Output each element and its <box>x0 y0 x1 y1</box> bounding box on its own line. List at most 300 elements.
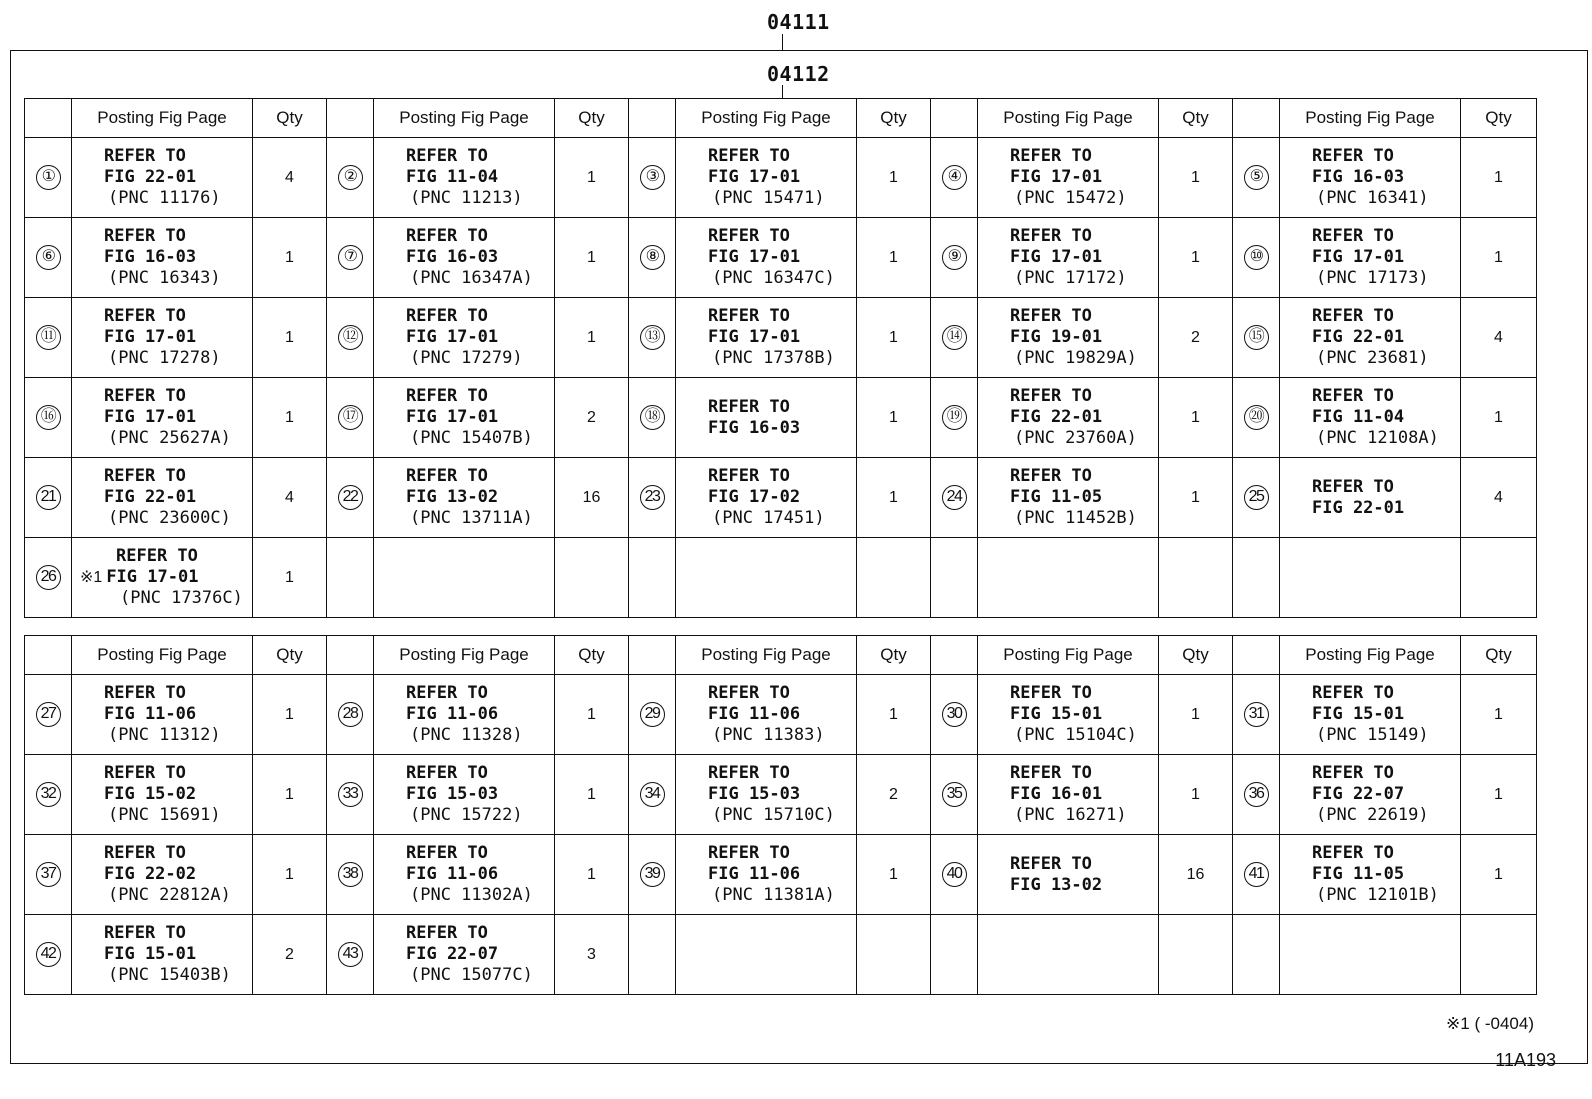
header-blank <box>629 636 676 675</box>
item-number-cell <box>629 915 676 995</box>
refer-to-label: REFER TO <box>708 843 790 863</box>
refer-to-label: REFER TO <box>708 226 790 246</box>
item-number: 27 <box>36 702 61 727</box>
posting-fig-cell <box>978 138 1159 218</box>
refer-to-label: REFER TO <box>708 306 790 326</box>
pnc-number: (PNC 11176) <box>108 188 221 208</box>
qty-cell: 1 <box>1461 378 1537 458</box>
fig-reference: FIG 16-03 <box>1312 167 1405 187</box>
item-number-cell <box>25 218 72 298</box>
refer-to-label: REFER TO <box>1010 386 1092 406</box>
fig-reference: FIG 11-05 <box>1312 864 1405 884</box>
refer-to-label: REFER TO <box>1010 763 1092 783</box>
header-posting-fig-page: Posting Fig Page <box>374 636 555 675</box>
qty-cell: 1 <box>1159 675 1233 755</box>
header-blank <box>25 636 72 675</box>
qty-cell: 1 <box>253 675 327 755</box>
fig-reference: FIG 22-07 <box>406 944 499 964</box>
pnc-number: (PNC 12108A) <box>1316 428 1439 448</box>
qty-cell: 1 <box>1159 378 1233 458</box>
qty-cell: 2 <box>555 378 629 458</box>
qty-cell <box>1461 915 1537 995</box>
qty-cell: 1 <box>253 218 327 298</box>
posting-fig-cell <box>374 915 555 995</box>
header-blank <box>25 99 72 138</box>
posting-fig-cell <box>72 458 253 538</box>
qty-cell: 1 <box>253 835 327 915</box>
pnc-number: (PNC 11213) <box>410 188 523 208</box>
pnc-number: (PNC 23600C) <box>108 508 231 528</box>
item-number: 24 <box>942 485 967 510</box>
pnc-number: (PNC 11312) <box>108 725 221 745</box>
qty-cell: 1 <box>857 138 931 218</box>
posting-fig-cell <box>676 835 857 915</box>
refer-to-label: REFER TO <box>104 683 186 703</box>
fig-reference: FIG 17-01 <box>104 407 197 427</box>
qty-cell: 1 <box>253 378 327 458</box>
refer-to-label: REFER TO <box>1312 306 1394 326</box>
posting-fig-cell <box>1280 458 1461 538</box>
header-blank <box>931 99 978 138</box>
fig-reference: FIG 17-01 <box>708 167 801 187</box>
fig-reference: FIG 11-06 <box>708 864 801 884</box>
item-number-cell <box>629 218 676 298</box>
pnc-number: (PNC 15077C) <box>410 965 533 985</box>
header-qty: Qty <box>857 99 931 138</box>
item-number-cell <box>629 458 676 538</box>
fig-reference: FIG 17-02 <box>708 487 801 507</box>
header-posting-fig-page: Posting Fig Page <box>1280 99 1461 138</box>
fig-reference: FIG 11-04 <box>406 167 499 187</box>
item-number-cell <box>1233 835 1280 915</box>
item-number: 33 <box>338 782 363 807</box>
item-number-cell <box>1233 298 1280 378</box>
posting-fig-cell <box>676 538 857 618</box>
item-number: ⑨ <box>942 245 967 270</box>
fig-reference: FIG 13-02 <box>1010 874 1103 895</box>
item-number: 38 <box>338 862 363 887</box>
refer-to-label: REFER TO <box>406 466 488 486</box>
posting-fig-cell <box>676 755 857 835</box>
item-number-cell <box>931 915 978 995</box>
posting-fig-cell <box>676 675 857 755</box>
fig-reference: FIG 22-01 <box>1312 497 1405 518</box>
item-number: 32 <box>36 782 61 807</box>
item-number: 21 <box>36 485 61 510</box>
refer-to-label: REFER TO <box>708 396 790 417</box>
pnc-number: (PNC 15471) <box>712 188 825 208</box>
fig-reference: FIG 11-06 <box>708 704 801 724</box>
leader-line <box>782 34 783 50</box>
item-number-cell <box>327 298 374 378</box>
item-number: 39 <box>640 862 665 887</box>
header-posting-fig-page: Posting Fig Page <box>1280 636 1461 675</box>
pnc-number: (PNC 17451) <box>712 508 825 528</box>
qty-cell: 4 <box>253 458 327 538</box>
item-number-cell <box>25 675 72 755</box>
item-number: ⑥ <box>36 245 61 270</box>
item-number-cell <box>1233 458 1280 538</box>
posting-fig-cell <box>374 538 555 618</box>
refer-to-label: REFER TO <box>104 923 186 943</box>
header-blank <box>931 636 978 675</box>
header-blank <box>1233 636 1280 675</box>
fig-reference: FIG 17-01 <box>406 327 499 347</box>
refer-to-label: REFER TO <box>708 683 790 703</box>
pnc-number: (PNC 15472) <box>1014 188 1127 208</box>
header-qty: Qty <box>857 636 931 675</box>
table-row <box>25 755 1537 835</box>
item-number: 30 <box>942 702 967 727</box>
pnc-number: (PNC 17376C) <box>120 588 243 608</box>
item-number-cell <box>629 298 676 378</box>
fig-reference: FIG 16-01 <box>1010 784 1103 804</box>
refer-to-label: REFER TO <box>1010 306 1092 326</box>
fig-reference: FIG 22-01 <box>104 487 197 507</box>
item-number: 29 <box>640 702 665 727</box>
item-number-cell <box>931 298 978 378</box>
fig-reference: FIG 15-03 <box>406 784 499 804</box>
header-row <box>25 636 1537 675</box>
item-number: 40 <box>942 862 967 887</box>
item-number: ⑦ <box>338 245 363 270</box>
refer-to-label: REFER TO <box>406 923 488 943</box>
item-number-cell <box>1233 755 1280 835</box>
qty-cell: 3 <box>555 915 629 995</box>
posting-fig-cell <box>978 218 1159 298</box>
refer-to-label: REFER TO <box>1312 683 1394 703</box>
qty-cell: 4 <box>253 138 327 218</box>
item-number: ⑫ <box>338 325 363 350</box>
posting-fig-cell <box>978 755 1159 835</box>
qty-cell <box>857 915 931 995</box>
header-row <box>25 99 1537 138</box>
posting-fig-cell <box>978 538 1159 618</box>
pnc-number: (PNC 23681) <box>1316 348 1429 368</box>
qty-cell: 1 <box>253 755 327 835</box>
refer-to-label: REFER TO <box>104 466 186 486</box>
item-number-cell <box>629 675 676 755</box>
posting-fig-cell <box>1280 218 1461 298</box>
item-number: 41 <box>1244 862 1269 887</box>
item-number: ⑪ <box>36 325 61 350</box>
qty-cell: 1 <box>1461 218 1537 298</box>
qty-cell: 1 <box>555 298 629 378</box>
posting-fig-cell <box>676 298 857 378</box>
header-blank <box>1233 99 1280 138</box>
item-number-cell <box>25 755 72 835</box>
qty-cell: 1 <box>857 378 931 458</box>
item-number: 36 <box>1244 782 1269 807</box>
qty-cell: 2 <box>253 915 327 995</box>
qty-cell <box>1461 538 1537 618</box>
posting-fig-cell <box>72 138 253 218</box>
item-number: ⑬ <box>640 325 665 350</box>
refer-to-label: REFER TO <box>708 466 790 486</box>
posting-fig-cell <box>978 458 1159 538</box>
item-number-cell <box>931 538 978 618</box>
refer-to-label: REFER TO <box>406 683 488 703</box>
item-number: 35 <box>942 782 967 807</box>
fig-reference: FIG 19-01 <box>1010 327 1103 347</box>
refer-to-label: REFER TO <box>116 546 198 566</box>
qty-cell: 1 <box>857 675 931 755</box>
qty-cell: 1 <box>555 675 629 755</box>
fig-reference: FIG 22-02 <box>104 864 197 884</box>
pnc-number: (PNC 15722) <box>410 805 523 825</box>
footnote: ※1 ( -0404) <box>1446 1014 1534 1033</box>
refer-to-label: REFER TO <box>1010 226 1092 246</box>
item-number-cell <box>327 218 374 298</box>
pnc-number: (PNC 16343) <box>108 268 221 288</box>
fig-reference: FIG 15-01 <box>1010 704 1103 724</box>
qty-cell: 1 <box>1159 755 1233 835</box>
pnc-number: (PNC 11383) <box>712 725 825 745</box>
pnc-number: (PNC 17279) <box>410 348 523 368</box>
refer-to-label: REFER TO <box>104 226 186 246</box>
header-posting-fig-page: Posting Fig Page <box>72 99 253 138</box>
item-number: ⑤ <box>1244 165 1269 190</box>
item-number: ⑱ <box>640 405 665 430</box>
posting-fig-cell <box>374 458 555 538</box>
pnc-number: (PNC 15407B) <box>410 428 533 448</box>
header-qty: Qty <box>253 99 327 138</box>
item-number: ⑭ <box>942 325 967 350</box>
fig-reference: FIG 22-01 <box>1010 407 1103 427</box>
posting-fig-cell <box>72 755 253 835</box>
pnc-number: (PNC 16271) <box>1014 805 1127 825</box>
item-number: 37 <box>36 862 61 887</box>
qty-cell: 1 <box>1159 458 1233 538</box>
posting-fig-cell <box>1280 538 1461 618</box>
fig-reference: FIG 17-01 <box>406 407 499 427</box>
pnc-number: (PNC 19829A) <box>1014 348 1137 368</box>
fig-reference: FIG 17-01 <box>104 327 197 347</box>
posting-fig-cell <box>676 218 857 298</box>
fig-reference: FIG 15-02 <box>104 784 197 804</box>
item-number-cell <box>327 915 374 995</box>
refer-to-label: REFER TO <box>104 146 186 166</box>
fig-reference: FIG 17-01 <box>106 567 199 587</box>
refer-to-label: REFER TO <box>1312 476 1394 497</box>
qty-cell: 1 <box>857 298 931 378</box>
item-number-cell <box>25 915 72 995</box>
qty-cell: 1 <box>1461 835 1537 915</box>
pnc-number: (PNC 16347C) <box>712 268 835 288</box>
fig-reference: FIG 17-01 <box>1312 247 1405 267</box>
header-blank <box>629 99 676 138</box>
posting-fig-cell <box>72 538 253 618</box>
fig-reference: FIG 15-01 <box>104 944 197 964</box>
qty-cell: 1 <box>555 835 629 915</box>
item-number-cell <box>931 458 978 538</box>
refer-to-label: REFER TO <box>1010 146 1092 166</box>
pnc-number: (PNC 15104C) <box>1014 725 1137 745</box>
fig-reference: FIG 15-01 <box>1312 704 1405 724</box>
note-mark: ※1 <box>80 569 103 586</box>
posting-fig-cell <box>978 378 1159 458</box>
fig-reference: FIG 11-05 <box>1010 487 1103 507</box>
qty-cell: 1 <box>1461 675 1537 755</box>
item-number-cell <box>931 835 978 915</box>
item-number: 31 <box>1244 702 1269 727</box>
item-number-cell <box>931 138 978 218</box>
item-number-cell <box>25 378 72 458</box>
item-number-cell <box>1233 378 1280 458</box>
fig-reference: FIG 16-03 <box>104 247 197 267</box>
parts-table-2 <box>24 635 1537 995</box>
table-row <box>25 378 1537 458</box>
item-number-cell <box>629 755 676 835</box>
table-row <box>25 138 1537 218</box>
posting-fig-cell <box>1280 915 1461 995</box>
table-row <box>25 835 1537 915</box>
item-number: 25 <box>1244 485 1269 510</box>
qty-cell: 1 <box>857 218 931 298</box>
posting-fig-cell <box>676 458 857 538</box>
header-blank <box>327 99 374 138</box>
qty-cell: 1 <box>1159 218 1233 298</box>
refer-to-label: REFER TO <box>708 146 790 166</box>
item-number: 34 <box>640 782 665 807</box>
fig-reference: FIG 11-06 <box>406 704 499 724</box>
refer-to-label: REFER TO <box>1010 466 1092 486</box>
fig-reference: FIG 11-06 <box>406 864 499 884</box>
item-number: ⑲ <box>942 405 967 430</box>
posting-fig-cell <box>978 915 1159 995</box>
pnc-number: (PNC 17278) <box>108 348 221 368</box>
item-number: 28 <box>338 702 363 727</box>
item-number-cell <box>25 138 72 218</box>
item-number: ④ <box>942 165 967 190</box>
posting-fig-cell <box>374 675 555 755</box>
pnc-number: (PNC 16341) <box>1316 188 1429 208</box>
posting-fig-cell <box>374 755 555 835</box>
posting-fig-cell <box>72 298 253 378</box>
fig-reference: FIG 16-03 <box>406 247 499 267</box>
item-number-cell <box>931 378 978 458</box>
header-qty: Qty <box>1461 636 1537 675</box>
posting-fig-cell <box>1280 835 1461 915</box>
qty-cell <box>857 538 931 618</box>
pnc-number: (PNC 22812A) <box>108 885 231 905</box>
fig-reference: FIG 17-01 <box>1010 247 1103 267</box>
qty-cell: 1 <box>555 755 629 835</box>
item-number-cell <box>327 138 374 218</box>
posting-fig-cell <box>72 218 253 298</box>
item-number-cell <box>327 458 374 538</box>
posting-fig-cell <box>978 835 1159 915</box>
refer-to-label: REFER TO <box>1312 386 1394 406</box>
header-posting-fig-page: Posting Fig Page <box>676 99 857 138</box>
fig-reference: FIG 17-01 <box>1010 167 1103 187</box>
posting-fig-cell <box>676 915 857 995</box>
qty-cell: 4 <box>1461 298 1537 378</box>
posting-fig-cell <box>374 218 555 298</box>
pnc-number: (PNC 15149) <box>1316 725 1429 745</box>
posting-fig-cell <box>1280 138 1461 218</box>
table-row <box>25 538 1537 618</box>
item-number-cell <box>327 378 374 458</box>
qty-cell: 1 <box>253 538 327 618</box>
qty-cell: 4 <box>1461 458 1537 538</box>
fig-reference: FIG 22-01 <box>104 167 197 187</box>
header-posting-fig-page: Posting Fig Page <box>676 636 857 675</box>
item-number-cell <box>931 218 978 298</box>
item-number-cell <box>629 538 676 618</box>
header-posting-fig-page: Posting Fig Page <box>978 99 1159 138</box>
qty-cell <box>1159 538 1233 618</box>
header-qty: Qty <box>555 99 629 138</box>
item-number-cell <box>25 538 72 618</box>
fig-reference: FIG 15-03 <box>708 784 801 804</box>
assembly-label-04111: 04111 <box>767 10 830 34</box>
item-number: 22 <box>338 485 363 510</box>
header-qty: Qty <box>1159 99 1233 138</box>
refer-to-label: REFER TO <box>708 763 790 783</box>
posting-fig-cell <box>72 915 253 995</box>
item-number-cell <box>327 835 374 915</box>
posting-fig-cell <box>374 138 555 218</box>
posting-fig-cell <box>1280 675 1461 755</box>
qty-cell: 16 <box>1159 835 1233 915</box>
pnc-number: (PNC 22619) <box>1316 805 1429 825</box>
leader-line <box>782 85 783 99</box>
item-number-cell <box>1233 675 1280 755</box>
posting-fig-cell <box>72 835 253 915</box>
qty-cell <box>1159 915 1233 995</box>
pnc-number: (PNC 17378B) <box>712 348 835 368</box>
refer-to-label: REFER TO <box>406 226 488 246</box>
refer-to-label: REFER TO <box>1312 146 1394 166</box>
posting-fig-cell <box>1280 755 1461 835</box>
item-number: 43 <box>338 942 363 967</box>
qty-cell: 2 <box>857 755 931 835</box>
posting-fig-cell <box>676 138 857 218</box>
item-number: ⑯ <box>36 405 61 430</box>
header-qty: Qty <box>253 636 327 675</box>
posting-fig-cell <box>374 298 555 378</box>
posting-fig-cell <box>978 298 1159 378</box>
item-number: ② <box>338 165 363 190</box>
refer-to-label: REFER TO <box>406 843 488 863</box>
assembly-label-04112: 04112 <box>767 62 830 86</box>
table-row <box>25 915 1537 995</box>
posting-fig-cell <box>374 835 555 915</box>
fig-reference: FIG 22-07 <box>1312 784 1405 804</box>
refer-to-label: REFER TO <box>406 306 488 326</box>
refer-to-label: REFER TO <box>406 763 488 783</box>
item-number-cell <box>1233 915 1280 995</box>
fig-reference: FIG 16-03 <box>708 417 801 438</box>
header-posting-fig-page: Posting Fig Page <box>978 636 1159 675</box>
pnc-number: (PNC 13711A) <box>410 508 533 528</box>
posting-fig-cell <box>72 675 253 755</box>
item-number: ③ <box>640 165 665 190</box>
pnc-number: (PNC 17172) <box>1014 268 1127 288</box>
table-row <box>25 458 1537 538</box>
item-number: ⑳ <box>1244 405 1269 430</box>
posting-fig-cell <box>676 378 857 458</box>
table-row <box>25 298 1537 378</box>
item-number-cell <box>1233 218 1280 298</box>
fig-reference: FIG 22-01 <box>1312 327 1405 347</box>
item-number-cell <box>327 755 374 835</box>
qty-cell <box>555 538 629 618</box>
item-number-cell <box>1233 138 1280 218</box>
refer-to-label: REFER TO <box>1312 763 1394 783</box>
item-number-cell <box>327 675 374 755</box>
